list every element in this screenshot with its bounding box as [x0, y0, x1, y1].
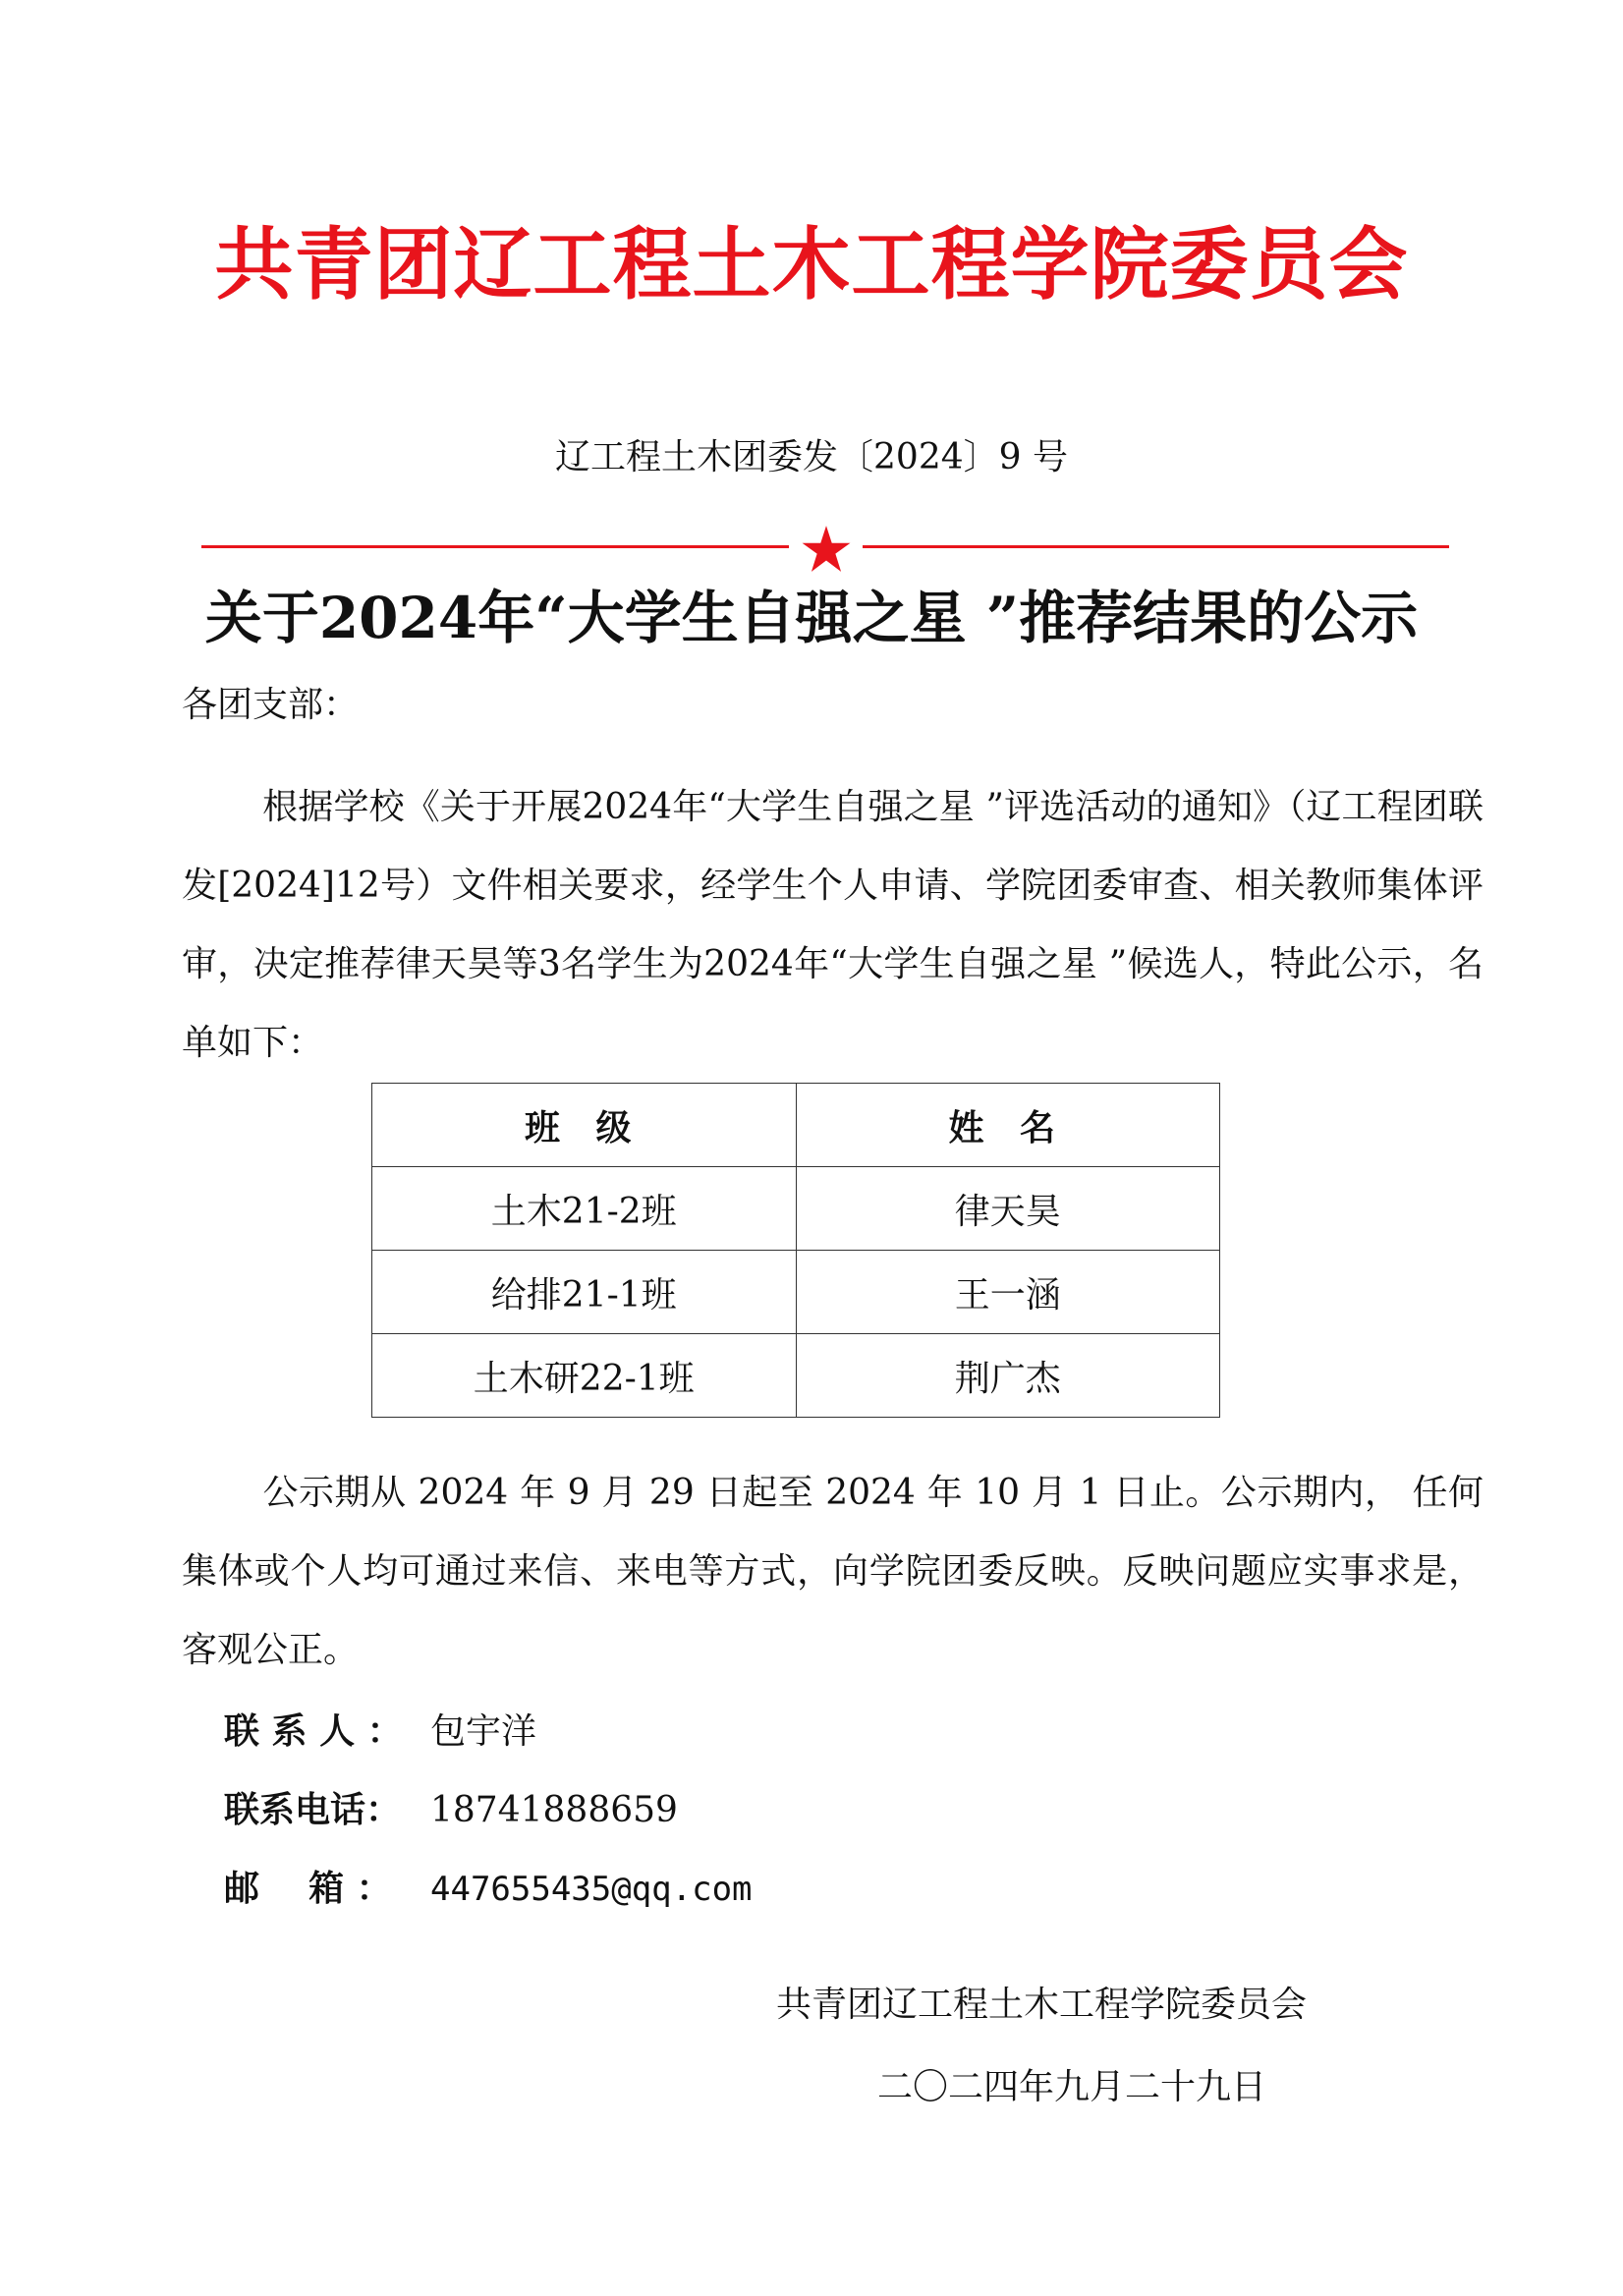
body-paragraph-1-text: 根据学校《关于开展2024年“大学生自强之星 ”评选活动的通知》（辽工程团联发[2024]12号）文件相关要求，经学生个人申请、学院团委审查、相关教师集体评审，决定推荐律天昊等3名学生为2024年“大学生自强之星 ”候选人，特此公示，名单如下： [182, 787, 1483, 1063]
table-cell-class: 给排21-1班 [372, 1251, 797, 1334]
contact-person-row [224, 1711, 536, 1751]
table-header-row [372, 1084, 1220, 1167]
body-paragraph-2 [182, 1454, 1483, 1690]
table-cell-class: 土木研22-1班 [372, 1334, 797, 1418]
signature-date: 二〇二四年九月二十九日 [877, 2067, 1267, 2107]
document-number: 辽工程土木团委发〔2024〕9 号 [555, 437, 1068, 477]
contact-person-label: 联 系 人 ： [224, 1710, 403, 1752]
table-cell-name: 王一涵 [796, 1251, 1220, 1334]
contact-person-value: 包宇洋 [430, 1711, 537, 1752]
contact-phone-value: 18741888659 [430, 1790, 678, 1830]
red-divider-left [201, 545, 789, 548]
contact-phone-row [224, 1790, 678, 1829]
column-header-name: 姓 名 [796, 1084, 1220, 1167]
table-row [372, 1251, 1220, 1334]
header-org-title: 共青团辽工程土木工程学院委员会 [214, 219, 1409, 310]
contact-email-label: 邮 箱 ： [224, 1868, 392, 1909]
red-divider-right [863, 545, 1449, 548]
contact-email-row [224, 1869, 753, 1908]
notice-title: 关于2024年“大学生自强之星 ”推荐结果的公示 [204, 585, 1419, 651]
table-row [372, 1334, 1220, 1418]
red-star-icon [801, 524, 852, 575]
candidate-table [371, 1083, 1220, 1418]
signature-organization: 共青团辽工程土木工程学院委员会 [776, 1985, 1308, 2025]
contact-email-value: 447655435@qq.com [430, 1870, 753, 1909]
table-cell-name: 荆广杰 [796, 1334, 1220, 1418]
table-row [372, 1167, 1220, 1251]
table-cell-name: 律天昊 [796, 1167, 1220, 1251]
addressee: 各团支部： [182, 685, 360, 725]
body-paragraph-2-text: 公示期从 2024 年 9 月 29 日起至 2024 年 10 月 1 日止。公示期内， 任何集体或个人均可通过来信、来电等方式，向学院团委反映。反映问题应实事求是，客观公正。 [182, 1473, 1483, 1670]
column-header-class: 班 级 [372, 1084, 797, 1167]
table-cell-class: 土木21-2班 [372, 1167, 797, 1251]
contact-phone-label: 联系电话： [224, 1789, 402, 1830]
body-paragraph-1 [182, 768, 1483, 1083]
